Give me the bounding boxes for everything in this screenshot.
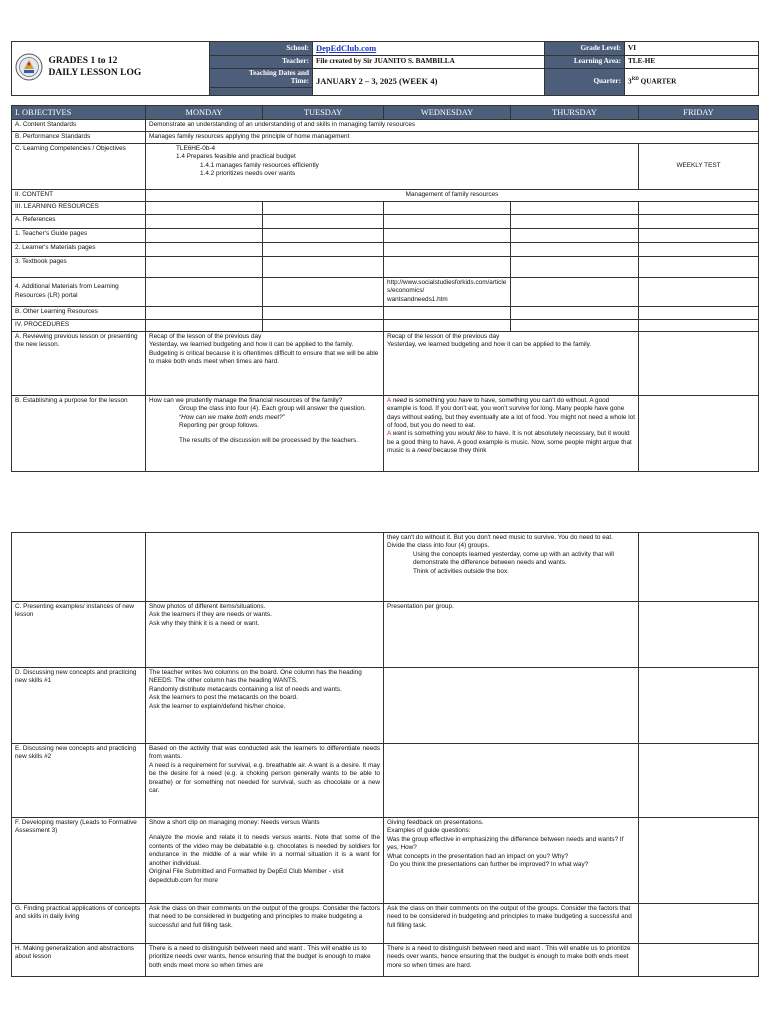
teacher-value: File created by Sir JUANITO S. BAMBILLA — [313, 56, 545, 69]
label-discussing2: E. Discussing new concepts and practicing new skills #2 — [12, 744, 146, 818]
text-content: Management of family resources — [146, 189, 759, 201]
dates-label-2: Time: — [290, 76, 309, 85]
mon-reviewing-l2: Yesterday, we learned budgeting and how it can be applied to the family. — [149, 341, 354, 349]
row-reviewing — [12, 331, 759, 395]
dates-value: JANUARY 2 – 3, 2025 (WEEK 4) — [313, 68, 545, 95]
row-other-resources — [12, 306, 759, 319]
wed-purpose-have: have — [458, 396, 473, 404]
row-purpose — [12, 395, 759, 471]
row-content-standards — [12, 119, 759, 131]
label-performance-standards: B. Performance Standards — [12, 131, 146, 143]
grade-label: Grade Level: — [545, 42, 625, 56]
row-textbook — [12, 256, 759, 277]
wed-reviewing — [384, 331, 639, 395]
comp-l2: 1.4.1 manages family resources efficiently — [200, 161, 319, 169]
text-performance-standards: Manages family resources applying the principle of home management — [146, 131, 759, 143]
mon-purpose-q — [149, 414, 380, 422]
wed-purpose-wouldlike: would like — [457, 430, 486, 438]
wed-purpose-p2b: to have. It is not absolutely necessary, but it would be a good thing to have. A good example is music. Now, some people might argue that music is a — [387, 430, 632, 455]
mon-presenting-l1: Show photos of different items/situations. — [149, 603, 266, 610]
mon-discussing2 — [146, 744, 384, 818]
teacher-label: Teacher: — [210, 56, 313, 69]
area-value: TLE-HE — [625, 56, 759, 69]
quarter-word: QUARTER — [638, 77, 677, 86]
label-content-standards: A. Content Standards — [12, 119, 146, 131]
wed-generalization: There is a need to distinguish between need and want . This will enable us to prioritize needs over wants, hence ensuring that the budget is enough to make both ends meet more so when times are hard. — [384, 944, 639, 977]
label-practical: G. Finding practical applications of concepts and skills in daily living — [12, 904, 146, 944]
col-objectives: I. OBJECTIVES — [12, 105, 146, 119]
mon-reviewing-l3: Budgeting is critical because it is oftentimes difficult to ensure that we will be able to make both ends meet when times are hard. — [149, 349, 379, 366]
row-purpose-cont — [12, 533, 759, 602]
mon-purpose-l2: Group the class into four (4). Each group will answer the question. — [179, 405, 366, 413]
wed-purpose-p1b: to have, something you can't do without. A good example is food. If you don't eat, you won't survive for long. Many people have gone days without eating, but they eventually ate a lot of food. You might not need a whole lot of food, but you do need to eat. — [387, 396, 635, 430]
wed-purpose-p2 — [387, 430, 635, 455]
quarter-value — [625, 68, 759, 95]
dates-label-1: Teaching Dates and — [248, 68, 309, 77]
header-table — [11, 41, 759, 96]
mon-reviewing — [146, 331, 384, 395]
dates-label — [210, 68, 313, 87]
lesson-table-page1 — [11, 105, 759, 472]
wed-purpose-p1a: is something you — [406, 396, 459, 404]
wed-presenting: Presentation per group. — [384, 602, 639, 668]
row-teachers-guide — [12, 228, 759, 242]
school-label: School: — [210, 42, 313, 56]
row-presenting — [12, 602, 759, 668]
quarter-label: Quarter: — [545, 68, 625, 95]
mon-discussing1-l1: The teacher writes two columns on the board. One column has the heading NEEDS. The other column has the heading WANTS. — [149, 669, 362, 685]
label-discussing1: D. Discussing new concepts and practicing new skills #1 — [12, 668, 146, 744]
page-2 — [11, 532, 758, 977]
wed-purpose-a: A — [387, 396, 391, 404]
wed-mastery — [384, 818, 639, 904]
wed-purpose-p2a: is something you — [406, 430, 458, 438]
comp-l1: 1.4 Prepares feasible and practical budget — [176, 153, 296, 161]
label-presenting: C. Presenting examples/ instances of new lesson — [12, 602, 146, 668]
col-wednesday: WEDNESDAY — [384, 105, 511, 119]
mon-mastery-l2: Analyze the movie and relate it to needs versus wants. Note that some of the contents of the video may be debatable e.g. chocolates is needed by soldiers for endurance in the middle of a war while in a normal situation it is a want for another individual. — [149, 834, 380, 867]
row-discussing1 — [12, 668, 759, 744]
col-monday: MONDAY — [146, 105, 263, 119]
col-thursday: THURSDAY — [511, 105, 639, 119]
row-performance-standards — [12, 131, 759, 143]
mon-purpose-l3: Reporting per group follows. — [179, 422, 259, 430]
wed-mastery-l5: Do you think the presentations can further be improved? In what way? — [390, 861, 589, 869]
text-competencies — [146, 143, 639, 189]
mon-reviewing-l1: Recap of the lesson of the previous day — [149, 332, 262, 340]
wed-practical: Ask the class on their comments on the output of the groups. Consider the factors that need to be considered in budgeting and principles to make budgeting a successful and full filling task. — [384, 904, 639, 944]
row-learners-materials — [12, 242, 759, 256]
mon-generalization: There is a need to distinguish between need and want . This will enable us to prioritize needs over wants, hence ensuring that the budget is enough to make both ends meet more so when times are — [146, 944, 384, 977]
comp-l3: 1.4.2 prioritizes needs over wants — [200, 170, 296, 178]
wed-purpose-cont-l3: Using the concepts learned yesterday, come up with an activity that will demonstrate the difference between needs and wants. — [413, 550, 614, 567]
wed-purpose-cont-l1: they can't do without it. But you don't need music to survive. You do need to eat. — [387, 534, 613, 541]
row-generalization — [12, 944, 759, 977]
mon-purpose — [146, 395, 384, 471]
label-competencies: C. Learning Competencies / Objectives — [12, 143, 146, 189]
label-textbook: 3. Textbook pages — [12, 256, 146, 277]
row-references — [12, 214, 759, 228]
mon-purpose-l4: The results of the discussion will be processed by the teachers. — [179, 437, 359, 445]
mon-discussing1-l4: Ask the learner to explain/defend his/her choice. — [149, 702, 286, 710]
logo-cell — [12, 42, 46, 96]
wed-purpose-need2: need — [417, 447, 432, 455]
label-resources: III. LEARNING RESOURCES — [12, 201, 146, 214]
mon-presenting — [146, 602, 384, 668]
label-teachers-guide: 1. Teacher's Guide pages — [12, 228, 146, 242]
page-1 — [11, 41, 758, 472]
wed-purpose — [384, 395, 639, 471]
label-generalization: H. Making generalization and abstractions about lesson — [12, 944, 146, 977]
col-friday: FRIDAY — [639, 105, 759, 119]
mon-discussing2-l1: Based on the activity that was conducted ask the learners to differentiate needs from wants. — [149, 745, 380, 761]
quarter-num: 3 — [628, 77, 632, 86]
title-cell — [46, 42, 210, 96]
wed-reviewing-l1: Recap of the lesson of the previous day — [387, 332, 500, 340]
wed-purpose-want: want — [392, 430, 407, 438]
wed-purpose-p1 — [387, 397, 635, 431]
mon-presenting-l3: Ask why they think it is a need or want. — [149, 619, 260, 627]
mon-mastery-l3: Original File Submitted and Formatted by DepEd Club Member - visit depedclub.com for more — [149, 868, 344, 884]
title-line2: DAILY LESSON LOG — [48, 68, 142, 79]
mon-purpose-l1: How can we prudently manage the financial resources of the family? — [149, 396, 343, 404]
wed-purpose-cont — [384, 533, 639, 602]
mon-mastery-l1: Show a short clip on managing money: Needs versus Wants — [149, 819, 320, 826]
wed-mastery-l2: Examples of guide questions: — [387, 827, 471, 835]
mon-purpose-quote: “How can we make both ends meet?” — [179, 413, 285, 421]
col-tuesday: TUESDAY — [263, 105, 384, 119]
lesson-table-page2 — [11, 532, 759, 977]
row-mastery — [12, 818, 759, 904]
row-procedures — [12, 319, 759, 331]
label-mastery: F. Developing mastery (Leads to Formative Assessment 3) — [12, 818, 146, 904]
wed-purpose-a2: A — [387, 430, 391, 438]
wed-purpose-need: need — [392, 396, 407, 404]
mon-discussing1-l2: Randomly distribute metacards containing a list of needs and wants. — [149, 685, 342, 693]
label-content: II. CONTENT — [12, 189, 146, 201]
wed-additional-l2: wantsandneeds1.htm — [387, 295, 448, 303]
title-line1: GRADES 1 to 12 — [48, 56, 118, 67]
comp-code: TLE6HE-0b-4 — [176, 144, 216, 152]
quarter-sup: RD — [631, 76, 639, 82]
label-reviewing: A. Reviewing previous lesson or presenting the new lesson. — [12, 331, 146, 395]
mon-mastery — [146, 818, 384, 904]
mon-discussing1 — [146, 668, 384, 744]
row-resources — [12, 201, 759, 214]
dates-label-filler — [210, 87, 313, 95]
mon-discussing2-l2: A need is a requirement for survival, e.g. breathable air. A want is a desire. It may be the desire for a need (e.g. a choking person generally wants to be able to breathe) or for something not needed for survival, such as chocolate or a new car. — [149, 761, 380, 795]
text-content-standards: Demonstrate an understanding of an understanding of and skills in managing family resources — [146, 119, 759, 131]
label-additional: 4. Additional Materials from Learning Resources (LR) portal — [12, 277, 146, 306]
wed-purpose-cont-l4: Think of activities outside the box. — [413, 567, 509, 575]
row-practical — [12, 904, 759, 944]
grade-value: VI — [625, 42, 759, 56]
wed-purpose-p2c: because they think — [431, 447, 487, 455]
mon-presenting-l2: Ask the learners if they are needs or wants. — [149, 611, 272, 619]
label-references: A. References — [12, 214, 146, 228]
row-additional — [12, 277, 759, 306]
friday-weekly-test: WEEKLY TEST — [639, 143, 759, 189]
deped-seal-icon — [15, 52, 43, 82]
wed-reviewing-l2: Yesterday, we learned budgeting and how it can be applied to the family. — [387, 341, 592, 349]
school-value[interactable]: DepEdClub.com — [313, 42, 545, 56]
label-purpose: B. Establishing a purpose for the lesson — [12, 395, 146, 471]
area-label: Learning Area: — [545, 56, 625, 69]
wed-additional-l1: http://www.socialstudiesforkids.com/articles/economics/ — [387, 278, 507, 295]
label-other-resources: B. Other Learning Resources — [12, 306, 146, 319]
row-competencies — [12, 143, 759, 189]
label-learners-materials: 2. Learner's Materials pages — [12, 242, 146, 256]
row-discussing2 — [12, 744, 759, 818]
label-procedures: IV. PROCEDURES — [12, 319, 146, 331]
row-content — [12, 189, 759, 201]
wed-mastery-l3: Was the group effective in emphasizing the difference between needs and wants? If yes, How? — [387, 835, 624, 852]
wed-mastery-l1: Giving feedback on presentations. — [387, 819, 484, 826]
mon-discussing1-l3: Ask the learners to post the metacards on the board. — [149, 694, 298, 702]
wed-purpose-cont-l2: Divide the class into four (4) groups. — [387, 542, 490, 550]
wed-mastery-l4: What concepts in the presentation had an impact on you? Why? — [387, 852, 569, 860]
wed-additional[interactable] — [384, 277, 511, 306]
mon-practical: Ask the class on their comments on the output of the groups. Consider the factors that need to be considered in budgeting and principles to make budgeting a successful and full filling task. — [146, 904, 384, 944]
